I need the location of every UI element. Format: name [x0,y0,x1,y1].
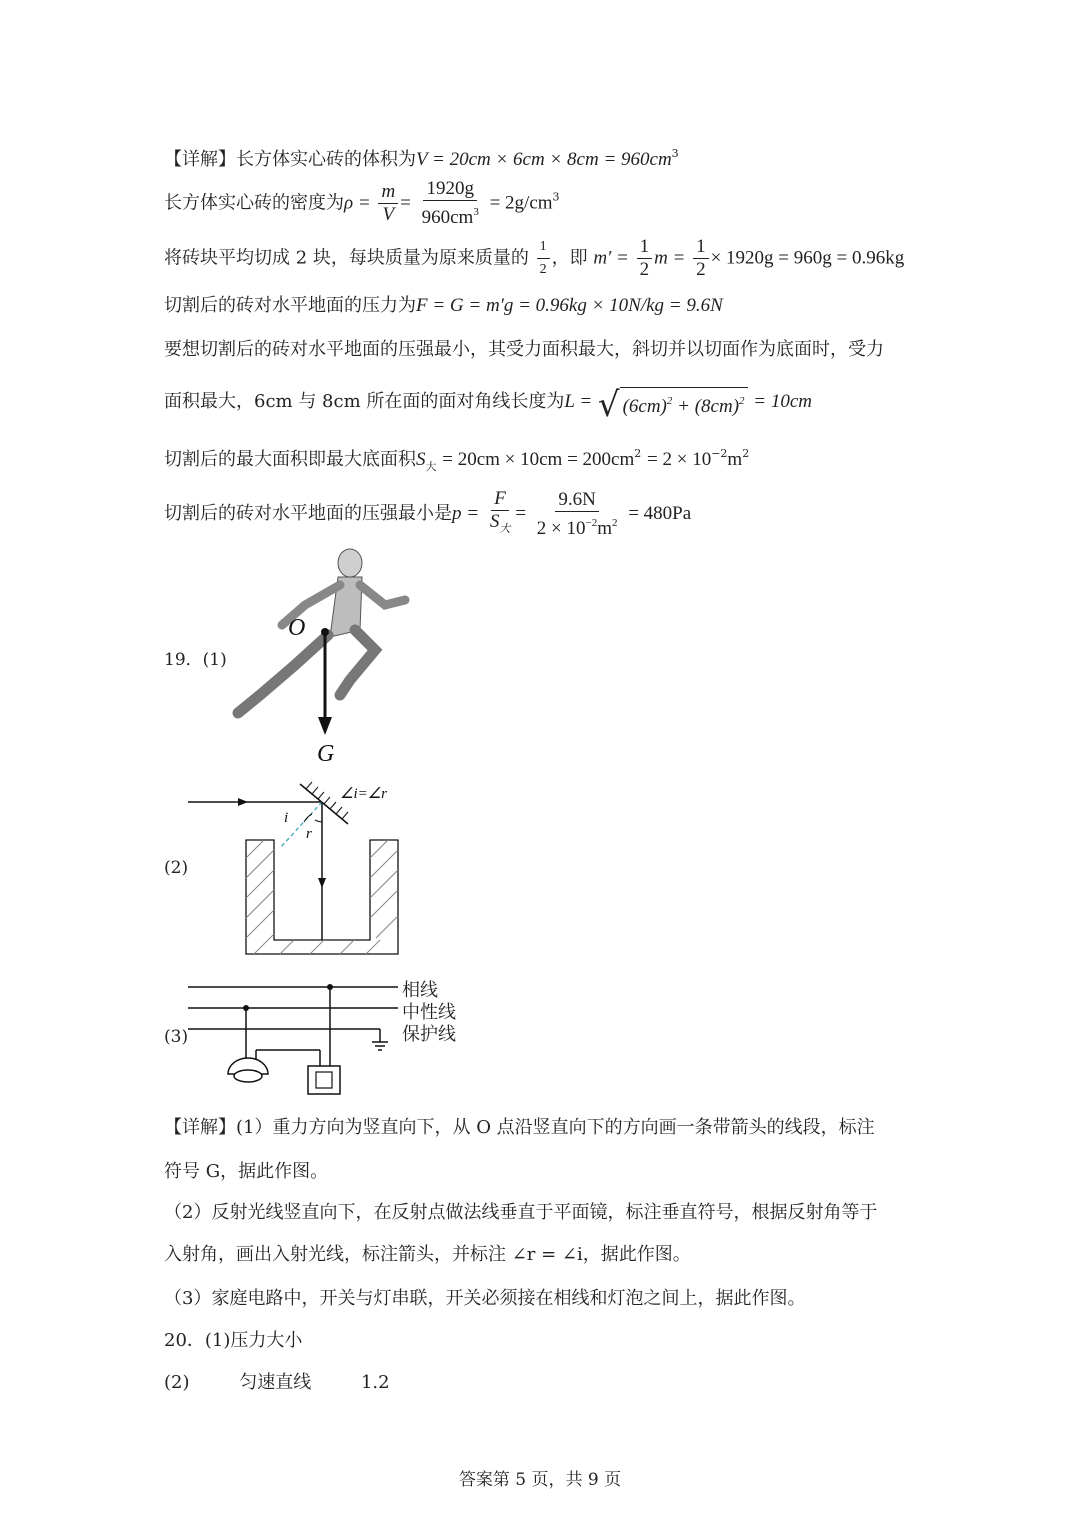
rho: ρ = [344,192,371,214]
q18-volume-line [164,142,679,172]
q20-line-2: (2) 匀速直线 1.2 [164,1372,390,1393]
q20-line-1: 20．(1)压力大小 [164,1330,303,1351]
q19-detail-5: （3）家庭电路中，开关与灯串联，开关必须接在相线和灯泡之间上，据此作图。 [164,1288,806,1309]
q18-area-line: 切割后的最大面积即最大底面积$S_大 = 20cm \times 10cm = 200cm^2 = 2 \times 10^{-2}m^2$ [164,447,750,473]
robot-right-arm [360,585,405,605]
label-neutral-wire: 中性线 [402,1002,456,1023]
q19-label-3: (3) [164,1027,189,1047]
q19-detail-3: （2）反射光线竖直向下，在反射点做法线垂直于平面镜，标注垂直符号，根据反射角等于 [164,1202,878,1223]
mirror-reflection-figure [180,778,420,958]
angle-equation: ∠i=∠r [340,786,388,802]
label-O: O [288,615,306,641]
density-text: 长方体实心砖的密度为 [164,192,344,214]
label-live-wire: 相线 [402,980,438,1001]
robot-back-leg [238,635,328,713]
q18-force-line: 切割后的砖对水平地面的压力为F = G = m′g = 0.96kg × 10N/kg = 9.6N [164,295,723,316]
robot-head [338,549,362,577]
page-footer: 答案第 5 页，共 9 页 [458,1470,622,1490]
density-result: = 2g/cm [489,192,553,214]
q18-density-line: 长方体实心砖的密度为ρ = $\frac{m}{V}$ = $\frac{1920g}{960cm^3}$ = $2g/cm^3$ [164,178,560,228]
mass-over-volume: $\frac{1920g}{960cm^3}$ [421,178,479,228]
angle-r-arc [315,820,322,822]
ground-symbol [372,1029,388,1050]
label-ground-wire: 保护线 [402,1024,456,1045]
gravity-arrowhead [318,717,332,735]
q18-mass-line: 将砖块平均切成 2 块，每块质量为原来质量的 $\frac{1}{2}$ ，即 m′ = $\frac{1}{2}$ m = $\frac{1}{2}$ × 1920g = 960g = 0.96kg [164,236,905,280]
volume-text: 【详解】长方体实心砖的体积为 [164,149,416,170]
label-i: i [284,810,289,826]
home-circuit-figure [180,972,400,1102]
reflected-arrowhead [318,878,326,888]
robot-gravity-figure [220,545,420,770]
q19-detail-1: 【详解】(1）重力方向为竖直向下，从 O 点沿竖直向下的方向画一条带箭头的线段，标注 [164,1117,875,1138]
q19-detail-4: 入射角，画出入射光线，标注箭头，并标注 ∠r = ∠i，据此作图。 [164,1244,691,1265]
label-G: G [317,741,335,767]
label-r: r [306,826,312,842]
q19-detail-2: 符号 G，据此作图。 [164,1161,329,1182]
volume-formula: V = 20cm × 6cm × 8cm = 960cm [416,149,672,170]
robot-front-leg [340,630,375,695]
m-over-v: $\frac{m}{V}$ [378,181,398,226]
sqrt-expression: √ $(6cm)^2 + (8cm)^2$ [598,384,748,420]
q19-label-2: (2) [164,858,189,878]
q18-pressure-line: 切割后的砖对水平地面的压强最小是p = $\frac{F}{S_大}$ = $\frac{9.6N}{2 \times 10^{-2}m^2}$ = 480Pa [164,488,692,539]
half-fraction: $\frac{1}{2}$ [537,236,550,281]
q19-label-1: 19．(1) [164,650,227,670]
q18-reason-line: 要想切割后的砖对水平地面的压强最小，其受力面积最大，斜切并以切面作为底面时，受力 [164,339,884,360]
exp: 3 [671,147,679,160]
incident-arrowhead [238,798,248,806]
q18-diagonal-line: 面积最大，6cm 与 8cm 所在面的面对角线长度为L = √ $(6cm)^2 + (8cm)^2$ = 10cm [164,385,812,425]
